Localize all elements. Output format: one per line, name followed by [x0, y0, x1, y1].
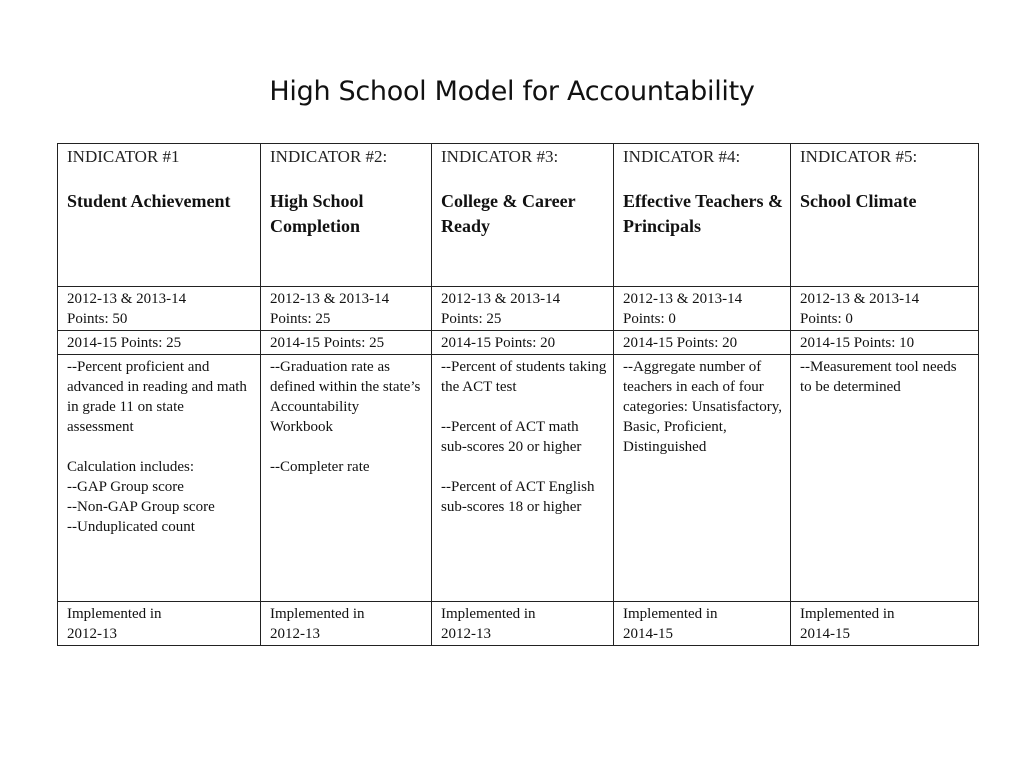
implemented-line: Implemented in [67, 606, 162, 622]
implemented-row [58, 602, 979, 646]
initial-points-line: 2012-13 & 2013-14 [67, 291, 187, 307]
implemented-line: 2012-13 [441, 626, 491, 642]
implemented-cell-2 [261, 602, 432, 646]
paragraph-gap [441, 397, 607, 417]
indicator-name: Student Achievement [67, 191, 231, 211]
implemented-line: Implemented in [441, 606, 536, 622]
implemented-cell-3 [432, 602, 614, 646]
implemented-line: 2012-13 [270, 626, 320, 642]
initial-points-line: Points: 50 [67, 311, 128, 327]
indicator-label: INDICATOR #2: [270, 147, 388, 166]
indicator-name: Effective Teachers & Principals [623, 191, 783, 236]
indicator-name: School Climate [800, 191, 917, 211]
initial-points-line: Points: 0 [623, 311, 676, 327]
implemented-line: 2012-13 [67, 626, 117, 642]
description-line: --Graduation rate as defined within the state’s Accountability Workbook [270, 359, 424, 435]
indicator-label: INDICATOR #4: [623, 147, 741, 166]
description-cell-4 [614, 355, 791, 602]
implemented-line: Implemented in [800, 606, 895, 622]
initial-points-cell-3 [432, 287, 614, 331]
description-line: --GAP Group score [67, 479, 184, 495]
later-points-row [58, 331, 979, 355]
indicator-label: INDICATOR #5: [800, 147, 918, 166]
indicator-header-cell-5 [791, 144, 979, 287]
initial-points-cell-2 [261, 287, 432, 331]
initial-points-row [58, 287, 979, 331]
initial-points-cell-4 [614, 287, 791, 331]
description-cell-3 [432, 355, 614, 602]
initial-points-cell-5 [791, 287, 979, 331]
initial-points-line: 2012-13 & 2013-14 [441, 291, 561, 307]
description-cell-2 [261, 355, 432, 602]
later-points-cell-2: 2014-15 Points: 25 [261, 331, 432, 355]
later-points-cell-1: 2014-15 Points: 25 [58, 331, 261, 355]
indicator-label: INDICATOR #1 [67, 147, 180, 166]
initial-points-line: Points: 0 [800, 311, 853, 327]
indicator-name: College & Career Ready [441, 191, 576, 236]
later-points-cell-3: 2014-15 Points: 20 [432, 331, 614, 355]
indicator-header-cell-1 [58, 144, 261, 287]
implemented-line: 2014-15 [623, 626, 673, 642]
implemented-cell-5 [791, 602, 979, 646]
indicator-header-cell-3 [432, 144, 614, 287]
description-line: --Percent of students taking the ACT test [441, 359, 611, 395]
initial-points-line: Points: 25 [441, 311, 502, 327]
description-line: --Percent proficient and advanced in reading and math in grade 11 on state assessment [67, 359, 251, 435]
paragraph-gap [67, 437, 254, 457]
description-cell-5 [791, 355, 979, 602]
initial-points-line: 2012-13 & 2013-14 [800, 291, 920, 307]
initial-points-line: 2012-13 & 2013-14 [270, 291, 390, 307]
description-row [58, 355, 979, 602]
paragraph-gap [441, 457, 607, 477]
later-points-cell-4: 2014-15 Points: 20 [614, 331, 791, 355]
initial-points-cell-1 [58, 287, 261, 331]
description-line: --Measurement tool needs to be determined [800, 359, 961, 395]
description-line: --Percent of ACT math sub-scores 20 or higher [441, 419, 583, 455]
indicator-label: INDICATOR #3: [441, 147, 559, 166]
implemented-cell-1 [58, 602, 261, 646]
indicator-header-row [58, 144, 979, 287]
indicator-header-cell-2 [261, 144, 432, 287]
later-points-cell-5: 2014-15 Points: 10 [791, 331, 979, 355]
indicator-name: High School Completion [270, 191, 364, 236]
slide-title: High School Model for Accountability [269, 76, 755, 107]
implemented-line: Implemented in [270, 606, 365, 622]
initial-points-line: 2012-13 & 2013-14 [623, 291, 743, 307]
implemented-line: 2014-15 [800, 626, 850, 642]
description-line: --Aggregate number of teachers in each of four categories: Unsatisfactory, Basic, Proficient, Distinguished [623, 359, 790, 455]
paragraph-gap [270, 437, 425, 457]
implemented-line: Implemented in [623, 606, 718, 622]
description-line: --Percent of ACT English sub-scores 18 or higher [441, 479, 599, 515]
description-line: --Non-GAP Group score [67, 499, 215, 515]
description-line: Calculation includes: [67, 459, 195, 475]
description-cell-1 [58, 355, 261, 602]
initial-points-line: Points: 25 [270, 311, 331, 327]
indicator-header-cell-4 [614, 144, 791, 287]
implemented-cell-4 [614, 602, 791, 646]
accountability-table [57, 143, 979, 646]
description-line: --Completer rate [270, 459, 370, 475]
description-line: --Unduplicated count [67, 519, 195, 535]
